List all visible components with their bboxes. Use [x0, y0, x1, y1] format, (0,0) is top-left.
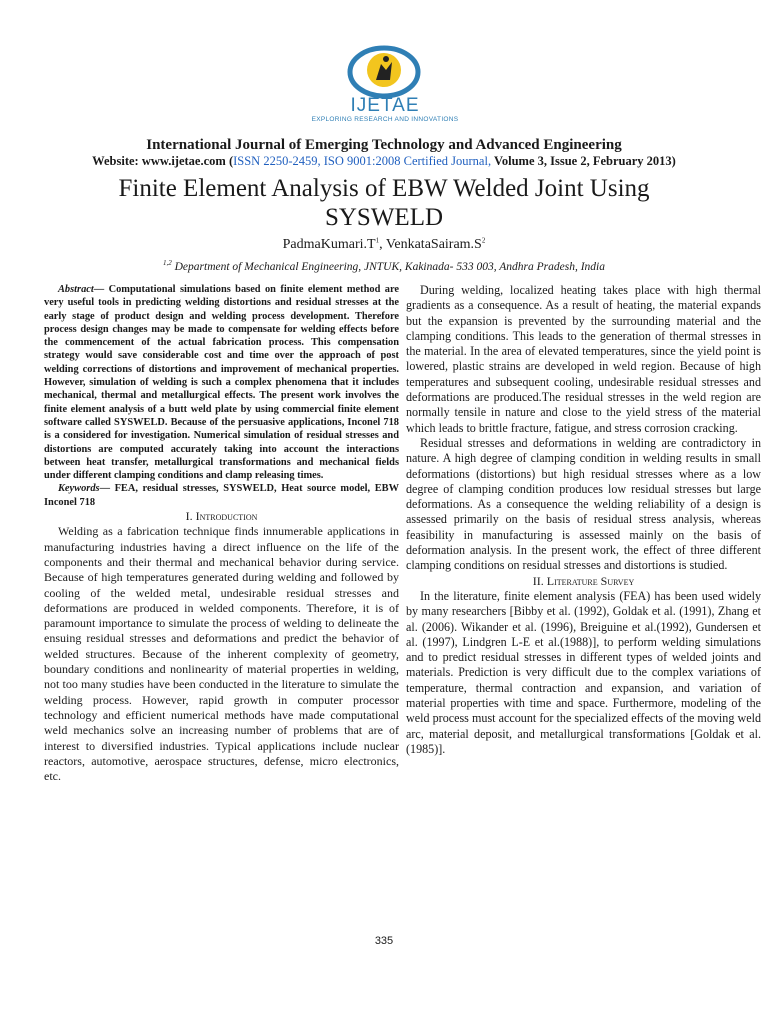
keywords — [44, 482, 399, 509]
paper-title-line1: Finite Element Analysis of EBW Welded Joint Using — [118, 175, 650, 202]
section-number: II. — [532, 573, 547, 588]
keywords-text: FEA, residual stresses, SYSWELD, Heat source model, EBW Inconel 718 — [44, 483, 399, 508]
keywords-label: Keywords — [58, 483, 100, 495]
author-1: PadmaKumari.T — [282, 237, 376, 252]
author-1-affil-mark: 1 — [375, 236, 380, 245]
author-separator: , — [379, 237, 386, 252]
affiliation — [0, 261, 768, 273]
logo-name: IJETAE — [350, 95, 420, 116]
abstract-label: Abstract — [58, 284, 94, 295]
abstract — [44, 283, 399, 482]
affiliation-text: Department of Mechanical Engineering, JNTUK, Kakinada- 533 003, Andhra Pradesh, India — [171, 261, 605, 273]
page-number: 335 — [374, 935, 394, 947]
website-prefix: Website: www.ijetae.com ( — [92, 154, 234, 168]
paper-title-line2: SYSWELD — [324, 204, 444, 231]
author-2-affil-mark: 2 — [481, 236, 486, 245]
abstract-text: Computational simulations based on finite element method are very useful tools in predicting welding distortions and residual stresses at the early stage of product design and welding process development. Therefore process design changes may be made to compensate for welding effects before the commencement of the actual fabrication process. This compensation strategy would save considerable cost and time over the approach of post welding corrections of distortions and improvement of mechanical properties. However, simulation of welding is such a complex phenomena that it includes mechanical, thermal and metallurgical effects. The present work involves the finite element analysis of a butt weld plate by using commercial finite element software called SYSWELD. Because of the persuasive applications, Inconel 718 is a considered for investigation. Numerical simulation of residual stresses and distortions are computed accurately taking into account the interactions between heat transfer, metallurgical transformations and mechanical fields under different clamping conditions and clamp releasing times. — [44, 284, 399, 482]
website-suffix: Volume 3, Issue 2, February 2013) — [491, 154, 676, 168]
journal-name: International Journal of Emerging Technology and Advanced Engineering — [146, 137, 622, 153]
body-paragraph-2: Residual stresses and deformations in welding are contradictory in nature. A high degree of clamping condition in welding results in small deformations (distortions) but high residual stresses where as a low degree of clamping condition produces low residual stresses but large deformations. As a consequence the welding reliability of a design is assessed primarily on the basis of residual stress analysis, whereas feasibility in manufacturing is assessed mainly on the basis of deformation analysis. In the present work, the effect of three different clamping conditions on residual stresses and distortions is studied. — [406, 435, 761, 573]
section-title: Introduction — [195, 509, 258, 524]
logo-tagline: EXPLORING RESEARCH AND INNOVATIONS — [311, 116, 459, 123]
body-paragraph-1: During welding, localized heating takes place with high thermal gradients as a consequence. As a result of heating, the material expands but the expansion is prevented by the surrounding material and the clamping conditions. This leads to the generation of thermal stresses in the material. In the area of elevated temperatures, since the yield point is lowered, plastic strains are developed in weld region. Because of high temperatures and subsequent cooling, undesirable residual stresses and deformations are produced.The residual stresses in the weld region are normally tensile in nature and close to the yield stress of the material which leads to brittle fracture, fatigue, and stress corrosion cracking. — [406, 283, 761, 435]
author-2: VenkataSairam.S — [385, 237, 482, 252]
keywords-dash: — — [99, 483, 115, 495]
section-number: I. — [185, 509, 196, 524]
section-title: Literature Survey — [546, 573, 635, 588]
author-list — [0, 237, 768, 253]
paper-title — [60, 174, 708, 232]
affiliation-mark: 1,2 — [163, 259, 172, 268]
journal-website — [0, 154, 768, 169]
abstract-dash: — — [93, 284, 109, 295]
introduction-paragraph: Welding as a fabrication technique finds innumerable applications in manufacturing industries having a direct influence on the life of the components and their thermal and mechanical behavior during service. Because of high temperatures generated during welding and followed by cooling of the welded metal, undesirable residual stresses and deformations are produced in welded components. Therefore, it is of paramount importance to simulate the process of welding to delineate the ensuing residual stresses and deformations and predict the behavior of welded structures. Because of the inherent complexity of geometry, boundary conditions and nonlinearity of material properties in welding, not too many studies have been conducted in the literature to simulate the welding process. However, rapid growth in computer processor technology and efficient numerical methods have made computational weld mechanics solve an increasing number of problems that are of interest to diversified industries. Typical applications include nuclear reactors, automotive, aerospace structures, defense, micro electronics, etc. — [44, 524, 399, 784]
logo-emblem-icon — [334, 40, 434, 100]
website-issn: ISSN 2250-2459, ISO 9001:2008 Certified Journal, — [233, 154, 492, 168]
left-column — [44, 283, 399, 784]
section-heading-literature-survey — [406, 574, 761, 589]
section-heading-introduction — [44, 509, 399, 524]
right-column — [406, 283, 761, 757]
literature-paragraph: In the literature, finite element analysis (FEA) has been used widely by many researchers [Bibby et al. (1992), Goldak et al. (1991), Zhang et al. (2006). Wikander et al. (1996), Breiguine et al.(1992), Gundersen et al. (1997), Lindgren L-E et al.(1988)], to perform welding simulations and to predict residual stresses in different types of welded joints and materials. Prediction is very difficult due to the complex variations of temperature, thermal contraction and expansion, and variation of material properties with time and space. Furthermore, modeling of the weld process must account for the specialized effects of the moving weld arc, material deposit, and metallurgical transformations [Goldak et al.(1985)]. — [406, 588, 761, 756]
